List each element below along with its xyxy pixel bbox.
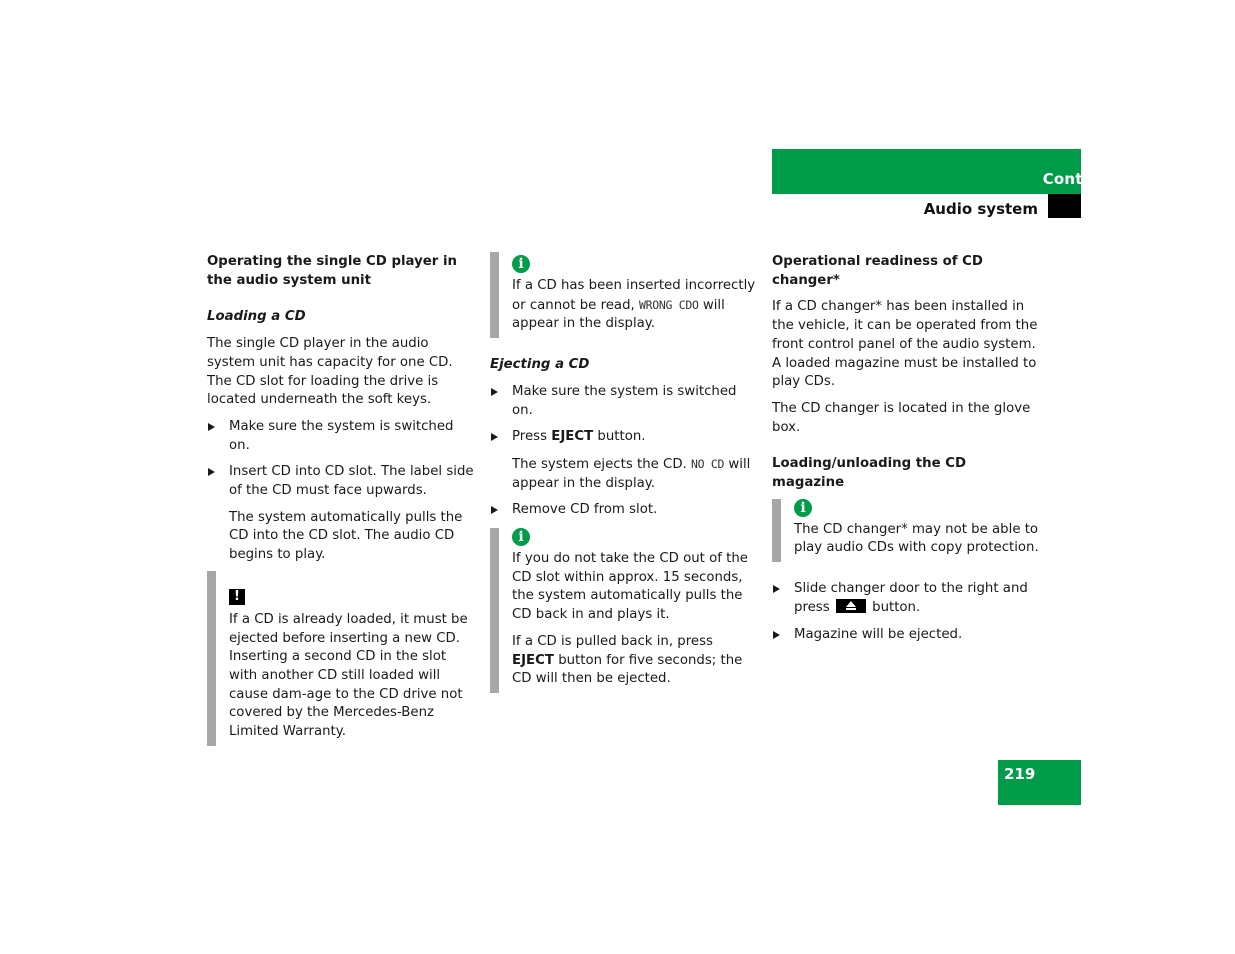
bullet-arrow-icon [491, 433, 498, 441]
eject-label: EJECT [512, 652, 554, 668]
page-number: 219 [1004, 765, 1036, 783]
bullet-text: Make sure the system is switched on. [229, 418, 454, 453]
section-header-bar [772, 149, 1081, 194]
bullet-arrow-icon [208, 468, 215, 476]
warning-text: If a CD is already loaded, it must be ejected before inserting a new CD. Inserting a second CD in the slot with another CD still loaded will cause dam-age to the CD drive not covered by the Mercedes-Benz Limited Warranty. [229, 611, 468, 740]
changer-text: A loaded magazine must be installed to play CDs. [772, 355, 1037, 390]
column-2 [490, 252, 756, 693]
eject-icon [836, 599, 866, 613]
column-3 [772, 252, 1042, 644]
info-box-pull-back [490, 528, 756, 693]
result-text: The system ejects the CD. NO CD will appear in the display. [512, 456, 751, 491]
info-text: The CD changer* may not be able to play audio CDs with copy protection. [794, 521, 1039, 556]
changer-location-text: The CD changer is located in the glove box. [772, 400, 1031, 435]
bullet-item [490, 383, 756, 420]
bullet-arrow-icon [208, 423, 215, 431]
display-message: NO CD [691, 456, 725, 471]
heading-cd-magazine: Loading/unloading the CD magazine [772, 456, 967, 491]
changer-text: If a CD changer* has been installed in the vehicle, it can be operated from the front control panel of the audio system. [772, 299, 1038, 352]
bullet-item [207, 463, 475, 500]
info-text: If a CD has been inserted incorrectly or cannot be read, WRONG CDO will appear in the display. [512, 278, 756, 332]
bullet-text: Make sure the system is switched on. [512, 383, 737, 418]
bullet-text: Magazine will be ejected. [794, 626, 963, 642]
info-icon: i [794, 499, 812, 517]
eject-label: EJECT [551, 429, 594, 445]
warning-icon: ! [229, 589, 245, 605]
info-box-wrong-cd [490, 252, 756, 338]
section-title: Controls in detail [1042, 170, 1192, 188]
bullet-arrow-icon [773, 631, 780, 639]
bullet-text: Remove CD from slot. [512, 502, 658, 518]
bullet-item [772, 626, 1042, 645]
info-icon: i [512, 528, 530, 546]
bullet-item [490, 501, 756, 520]
loading-cd-text: The single CD player in the audio system unit has capacity for one CD. The CD slot for loading the drive is located underneath the soft keys. [207, 336, 453, 408]
bullet-item: Slide changer door to the right and press button. [772, 580, 1042, 617]
bullet-arrow-icon [491, 388, 498, 396]
note-bar [490, 252, 499, 338]
info-box-copy-protection [772, 499, 1042, 562]
bullet-arrow-icon [773, 585, 780, 593]
result-text: The system automatically pulls the CD into the CD slot. The audio CD begins to play. [229, 509, 463, 563]
display-message: WRONG CDO [638, 297, 699, 312]
subsection-marker [1048, 194, 1081, 218]
bullet-item: Press EJECT button. [490, 428, 756, 447]
subsection-title: Audio system [923, 200, 1038, 218]
info-icon: i [512, 255, 530, 273]
warning-box [207, 571, 475, 746]
heading-single-cd-player: Operating the single CD player in the audio system unit [207, 254, 457, 288]
bullet-item [207, 418, 475, 455]
note-bar [772, 499, 781, 562]
bullet-arrow-icon [491, 506, 498, 514]
heading-cd-changer: Operational readiness of CD changer* [772, 254, 983, 288]
note-bar [207, 571, 216, 746]
note-bar [490, 528, 499, 693]
heading-ejecting-cd: Ejecting a CD [490, 357, 590, 373]
bullet-text: Insert CD into CD slot. The label side of the CD must face upwards. [229, 464, 474, 499]
heading-loading-cd: Loading a CD [207, 309, 306, 325]
column-1 [207, 252, 475, 746]
info-text: If a CD is pulled back in, press EJECT button for five seconds; the CD will then be ejected. [512, 633, 743, 687]
info-text: If you do not take the CD out of the CD slot within approx. 15 seconds, the system automatically pulls the CD back in and plays it. [512, 551, 748, 623]
